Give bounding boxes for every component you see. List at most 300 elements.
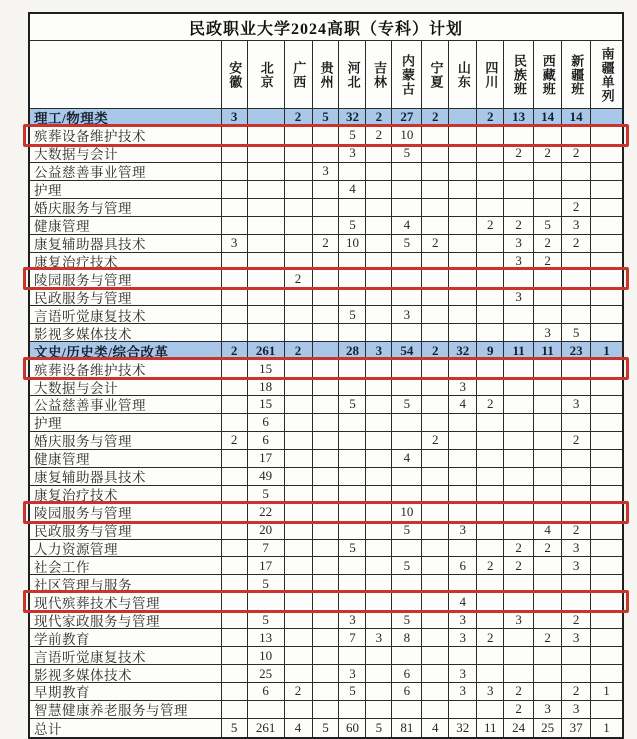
- value-cell: 5: [339, 306, 366, 323]
- value-cell: 3: [562, 629, 591, 646]
- value-cell: 2: [504, 701, 534, 718]
- value-cell: 4: [422, 719, 449, 737]
- value-cell: [222, 683, 248, 700]
- value-cell: 25: [248, 665, 285, 682]
- value-cell: [591, 665, 622, 682]
- program-row: [30, 145, 622, 163]
- value-cell: 3: [222, 109, 248, 126]
- value-cell: 2: [222, 432, 248, 449]
- value-cell: [339, 522, 366, 539]
- value-cell: [313, 575, 340, 592]
- value-cell: [477, 145, 504, 162]
- value-cell: [477, 665, 504, 682]
- value-cell: [591, 378, 622, 395]
- value-cell: [222, 163, 248, 180]
- value-cell: [422, 324, 449, 341]
- value-cell: [534, 163, 562, 180]
- value-cell: [591, 414, 622, 431]
- value-cell: 2: [366, 127, 392, 144]
- value-cell: 2: [422, 235, 449, 252]
- program-row: [30, 306, 622, 324]
- value-cell: [422, 575, 449, 592]
- value-cell: [222, 378, 248, 395]
- value-cell: [504, 450, 534, 467]
- value-cell: 3: [366, 629, 392, 646]
- value-cell: [366, 324, 392, 341]
- value-cell: [392, 181, 422, 198]
- value-cell: 5: [248, 486, 285, 503]
- value-cell: [222, 270, 248, 287]
- value-cell: [477, 593, 504, 610]
- value-cell: 2: [534, 540, 562, 557]
- row-label: 人力资源管理: [30, 540, 222, 557]
- value-cell: [504, 127, 534, 144]
- value-cell: [591, 306, 622, 323]
- value-cell: [313, 683, 340, 700]
- value-cell: [422, 181, 449, 198]
- value-cell: 5: [339, 396, 366, 413]
- row-label: 健康管理: [30, 450, 222, 467]
- value-cell: [562, 360, 591, 377]
- program-row: [30, 504, 622, 522]
- value-cell: [449, 324, 477, 341]
- value-cell: 4: [449, 396, 477, 413]
- value-cell: [222, 253, 248, 270]
- value-cell: [285, 611, 313, 628]
- value-cell: 10: [392, 504, 422, 521]
- value-cell: [562, 127, 591, 144]
- value-cell: 2: [477, 109, 504, 126]
- row-label: 影视多媒体技术: [30, 324, 222, 341]
- program-row: [30, 701, 622, 719]
- value-cell: [313, 378, 340, 395]
- section-row: [30, 342, 622, 360]
- value-cell: [285, 450, 313, 467]
- value-cell: [449, 181, 477, 198]
- row-label: 健康管理: [30, 217, 222, 234]
- value-cell: [422, 306, 449, 323]
- value-cell: [366, 199, 392, 216]
- value-cell: [392, 288, 422, 305]
- value-cell: [591, 253, 622, 270]
- row-label: 社区管理与服务: [30, 575, 222, 592]
- value-cell: 14: [562, 109, 591, 126]
- value-cell: [449, 288, 477, 305]
- column-header-label: 新疆班: [569, 53, 585, 96]
- value-cell: [366, 468, 392, 485]
- program-row: [30, 378, 622, 396]
- row-label: 理工/物理类: [30, 109, 222, 126]
- value-cell: 3: [339, 611, 366, 628]
- value-cell: 10: [392, 127, 422, 144]
- value-cell: [392, 593, 422, 610]
- value-cell: [248, 181, 285, 198]
- value-cell: [477, 504, 504, 521]
- value-cell: [422, 414, 449, 431]
- value-cell: [222, 665, 248, 682]
- row-label: 陵园服务与管理: [30, 504, 222, 521]
- value-cell: 23: [562, 342, 591, 359]
- value-cell: [449, 701, 477, 718]
- value-cell: 5: [339, 217, 366, 234]
- value-cell: 28: [339, 342, 366, 359]
- value-cell: [248, 324, 285, 341]
- value-cell: [313, 324, 340, 341]
- value-cell: [313, 288, 340, 305]
- value-cell: [222, 593, 248, 610]
- program-row: [30, 288, 622, 306]
- value-cell: [449, 253, 477, 270]
- program-row: [30, 270, 622, 288]
- value-cell: [248, 163, 285, 180]
- value-cell: 10: [339, 235, 366, 252]
- value-cell: 261: [248, 342, 285, 359]
- section-row: [30, 109, 622, 127]
- value-cell: [313, 127, 340, 144]
- value-cell: [591, 109, 622, 126]
- value-cell: [248, 109, 285, 126]
- value-cell: [392, 324, 422, 341]
- row-label: 护理: [30, 414, 222, 431]
- value-cell: 17: [248, 450, 285, 467]
- value-cell: [504, 414, 534, 431]
- value-cell: [248, 127, 285, 144]
- value-cell: [366, 557, 392, 574]
- value-cell: 3: [449, 683, 477, 700]
- value-cell: [392, 163, 422, 180]
- column-header-label: 河北: [345, 60, 361, 89]
- value-cell: 2: [285, 109, 313, 126]
- value-cell: [477, 306, 504, 323]
- value-cell: [313, 360, 340, 377]
- program-row: [30, 593, 622, 611]
- value-cell: [591, 324, 622, 341]
- value-cell: [285, 324, 313, 341]
- value-cell: [449, 235, 477, 252]
- value-cell: [392, 414, 422, 431]
- value-cell: [285, 306, 313, 323]
- program-row: [30, 127, 622, 145]
- value-cell: [591, 522, 622, 539]
- value-cell: [591, 235, 622, 252]
- value-cell: [591, 540, 622, 557]
- value-cell: 3: [504, 611, 534, 628]
- value-cell: [222, 611, 248, 628]
- column-header: [562, 41, 591, 108]
- value-cell: [591, 557, 622, 574]
- value-cell: [392, 432, 422, 449]
- value-cell: [534, 611, 562, 628]
- value-cell: 2: [562, 235, 591, 252]
- value-cell: 3: [562, 396, 591, 413]
- program-row: [30, 396, 622, 414]
- value-cell: 5: [392, 557, 422, 574]
- value-cell: [313, 145, 340, 162]
- value-cell: [222, 557, 248, 574]
- value-cell: [366, 306, 392, 323]
- value-cell: [562, 450, 591, 467]
- value-cell: 4: [392, 450, 422, 467]
- value-cell: [504, 324, 534, 341]
- value-cell: [366, 504, 392, 521]
- value-cell: [313, 629, 340, 646]
- column-header-label: 四川: [483, 60, 499, 89]
- value-cell: [591, 181, 622, 198]
- row-label: 言语听觉康复技术: [30, 647, 222, 664]
- value-cell: 2: [285, 683, 313, 700]
- value-cell: 81: [392, 719, 422, 737]
- value-cell: [313, 504, 340, 521]
- value-cell: [313, 540, 340, 557]
- value-cell: [339, 414, 366, 431]
- value-cell: [422, 683, 449, 700]
- column-header: [449, 41, 477, 108]
- row-label: 言语听觉康复技术: [30, 306, 222, 323]
- value-cell: [504, 163, 534, 180]
- column-header: [422, 41, 449, 108]
- value-cell: [562, 486, 591, 503]
- value-cell: [504, 396, 534, 413]
- value-cell: [366, 396, 392, 413]
- value-cell: [248, 217, 285, 234]
- value-cell: 3: [534, 701, 562, 718]
- column-header-label: 民族班: [511, 53, 527, 96]
- value-cell: 14: [534, 109, 562, 126]
- value-cell: [591, 647, 622, 664]
- value-cell: 2: [504, 683, 534, 700]
- value-cell: [591, 701, 622, 718]
- value-cell: 2: [504, 145, 534, 162]
- value-cell: 3: [562, 217, 591, 234]
- corner-cell: [30, 41, 222, 108]
- value-cell: [339, 432, 366, 449]
- value-cell: [339, 324, 366, 341]
- value-cell: [339, 378, 366, 395]
- value-cell: [222, 217, 248, 234]
- value-cell: [477, 450, 504, 467]
- row-label: 陵园服务与管理: [30, 270, 222, 287]
- value-cell: [591, 575, 622, 592]
- value-cell: 5: [248, 611, 285, 628]
- row-label: 康复治疗技术: [30, 486, 222, 503]
- value-cell: [534, 683, 562, 700]
- value-cell: [392, 647, 422, 664]
- value-cell: [248, 253, 285, 270]
- value-cell: [422, 540, 449, 557]
- value-cell: 5: [392, 611, 422, 628]
- value-cell: [534, 270, 562, 287]
- value-cell: 17: [248, 557, 285, 574]
- value-cell: [562, 270, 591, 287]
- column-header: [591, 41, 622, 108]
- value-cell: [366, 540, 392, 557]
- value-cell: [477, 163, 504, 180]
- value-cell: [392, 360, 422, 377]
- row-label: 早期教育: [30, 683, 222, 700]
- value-cell: 4: [285, 719, 313, 737]
- value-cell: [366, 432, 392, 449]
- value-cell: [534, 468, 562, 485]
- table-body: [30, 109, 622, 737]
- value-cell: [477, 540, 504, 557]
- value-cell: [562, 288, 591, 305]
- value-cell: [562, 181, 591, 198]
- value-cell: [285, 145, 313, 162]
- value-cell: [339, 288, 366, 305]
- value-cell: [285, 486, 313, 503]
- value-cell: 49: [248, 468, 285, 485]
- row-label: 总计: [30, 719, 222, 737]
- value-cell: [222, 199, 248, 216]
- value-cell: 2: [504, 540, 534, 557]
- program-row: [30, 611, 622, 629]
- value-cell: 32: [449, 342, 477, 359]
- value-cell: [222, 468, 248, 485]
- value-cell: 6: [392, 665, 422, 682]
- value-cell: [248, 288, 285, 305]
- value-cell: [422, 701, 449, 718]
- column-header: [392, 41, 422, 108]
- value-cell: [222, 324, 248, 341]
- value-cell: [392, 701, 422, 718]
- value-cell: [534, 396, 562, 413]
- row-label: 康复辅助器具技术: [30, 235, 222, 252]
- value-cell: [339, 360, 366, 377]
- value-cell: [222, 145, 248, 162]
- row-label: 公益慈善事业管理: [30, 163, 222, 180]
- value-cell: 3: [504, 235, 534, 252]
- value-cell: [366, 486, 392, 503]
- value-cell: 3: [562, 701, 591, 718]
- value-cell: [477, 575, 504, 592]
- value-cell: [285, 360, 313, 377]
- value-cell: [534, 288, 562, 305]
- value-cell: [285, 414, 313, 431]
- value-cell: [422, 270, 449, 287]
- value-cell: [392, 540, 422, 557]
- value-cell: [366, 163, 392, 180]
- value-cell: [313, 432, 340, 449]
- value-cell: 3: [339, 665, 366, 682]
- value-cell: [366, 593, 392, 610]
- value-cell: 6: [248, 432, 285, 449]
- value-cell: 11: [534, 342, 562, 359]
- program-row: [30, 432, 622, 450]
- value-cell: 3: [339, 145, 366, 162]
- value-cell: [313, 270, 340, 287]
- value-cell: [222, 486, 248, 503]
- value-cell: 2: [422, 432, 449, 449]
- total-row: [30, 719, 622, 737]
- value-cell: [222, 701, 248, 718]
- value-cell: [222, 127, 248, 144]
- value-cell: [222, 629, 248, 646]
- value-cell: [422, 486, 449, 503]
- column-header: [222, 41, 248, 108]
- value-cell: [449, 486, 477, 503]
- value-cell: [534, 127, 562, 144]
- program-row: [30, 324, 622, 342]
- program-row: [30, 683, 622, 701]
- value-cell: [422, 396, 449, 413]
- value-cell: [477, 324, 504, 341]
- value-cell: [477, 486, 504, 503]
- value-cell: 2: [366, 109, 392, 126]
- value-cell: [222, 522, 248, 539]
- value-cell: [222, 575, 248, 592]
- value-cell: [477, 270, 504, 287]
- value-cell: [313, 593, 340, 610]
- value-cell: [222, 540, 248, 557]
- value-cell: [285, 396, 313, 413]
- value-cell: [339, 504, 366, 521]
- value-cell: [449, 163, 477, 180]
- value-cell: [422, 522, 449, 539]
- value-cell: [248, 270, 285, 287]
- column-header-label: 广西: [291, 60, 307, 89]
- value-cell: 3: [366, 342, 392, 359]
- value-cell: [285, 575, 313, 592]
- value-cell: 6: [392, 683, 422, 700]
- value-cell: [313, 217, 340, 234]
- value-cell: 2: [534, 235, 562, 252]
- value-cell: [339, 701, 366, 718]
- value-cell: [248, 306, 285, 323]
- value-cell: [366, 414, 392, 431]
- value-cell: [534, 665, 562, 682]
- value-cell: [366, 181, 392, 198]
- value-cell: [248, 593, 285, 610]
- value-cell: [285, 665, 313, 682]
- row-label: 康复辅助器具技术: [30, 468, 222, 485]
- value-cell: 2: [477, 396, 504, 413]
- value-cell: [562, 306, 591, 323]
- value-cell: [562, 575, 591, 592]
- column-header: [285, 41, 313, 108]
- value-cell: 5: [248, 575, 285, 592]
- value-cell: 4: [392, 217, 422, 234]
- value-cell: [339, 253, 366, 270]
- column-header: [313, 41, 340, 108]
- value-cell: [477, 199, 504, 216]
- value-cell: 11: [504, 342, 534, 359]
- value-cell: 2: [422, 342, 449, 359]
- column-header: [248, 41, 285, 108]
- value-cell: [591, 432, 622, 449]
- value-cell: [449, 575, 477, 592]
- value-cell: [366, 360, 392, 377]
- row-label: 文史/历史类/综合改革: [30, 342, 222, 359]
- value-cell: [222, 450, 248, 467]
- value-cell: 5: [222, 719, 248, 737]
- value-cell: [504, 378, 534, 395]
- value-cell: 7: [339, 629, 366, 646]
- row-label: 婚庆服务与管理: [30, 199, 222, 216]
- table-header: [30, 41, 622, 109]
- value-cell: [477, 378, 504, 395]
- value-cell: [591, 629, 622, 646]
- value-cell: [562, 378, 591, 395]
- value-cell: [591, 270, 622, 287]
- value-cell: [285, 253, 313, 270]
- enrollment-plan-table: [28, 12, 624, 739]
- value-cell: [534, 504, 562, 521]
- value-cell: [392, 468, 422, 485]
- value-cell: [534, 575, 562, 592]
- value-cell: [313, 253, 340, 270]
- value-cell: [285, 629, 313, 646]
- value-cell: [422, 647, 449, 664]
